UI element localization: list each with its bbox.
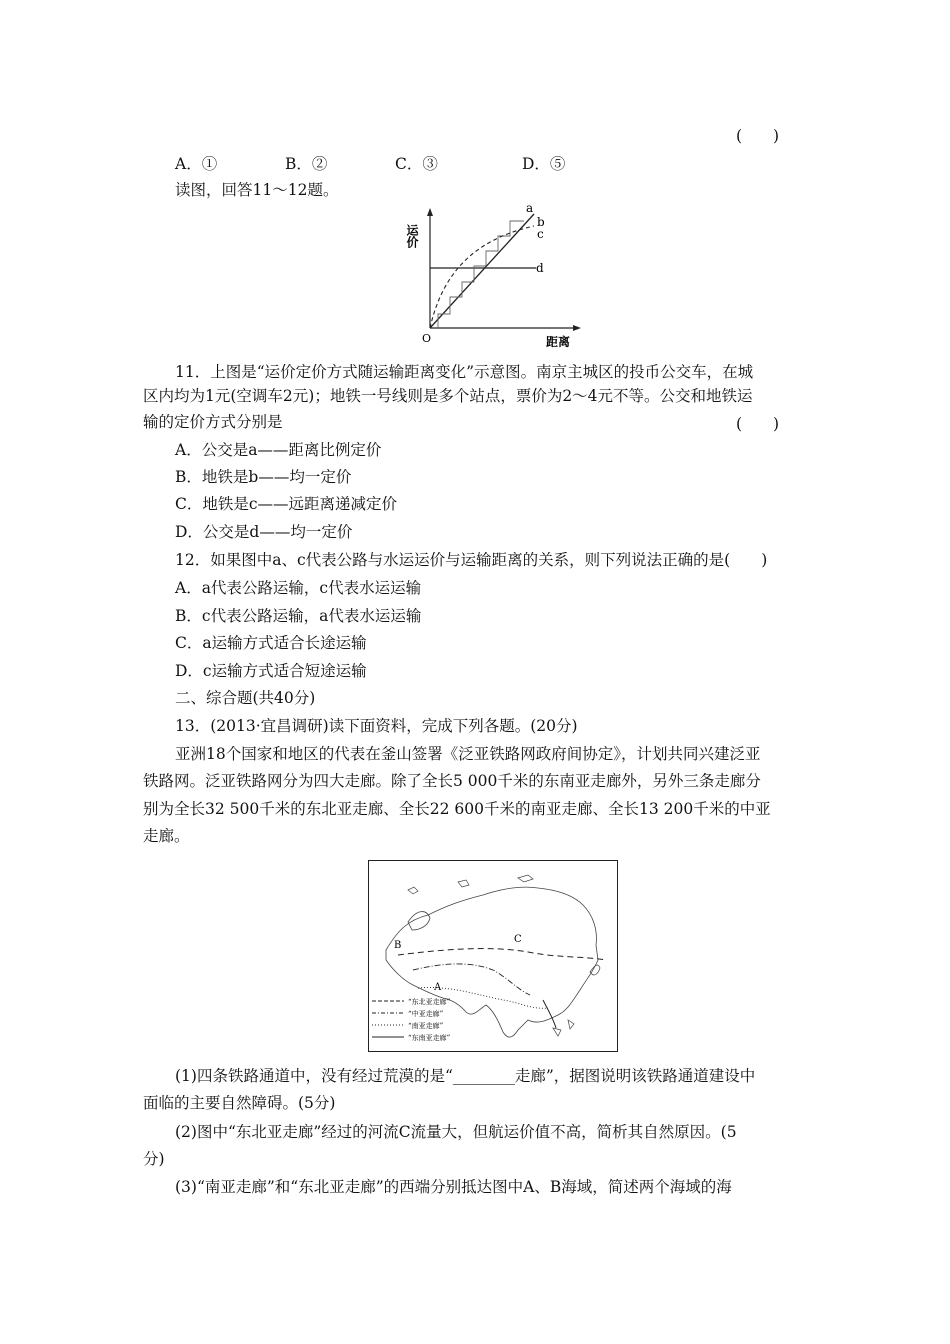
q12-option-a: A．a代表公路运输，c代表水运运输 [175,579,422,597]
y-axis-arrow [427,208,433,216]
series-d-label: d [536,261,544,275]
map-label-b: B [394,940,402,951]
railway-map [368,860,618,1052]
q12-option-b: B．c代表公路运输，a代表水运运输 [175,607,422,625]
q13-para-line3: 别为全长32 500千米的东北亚走廊、全长22 600千米的南亚走廊、全长13 200千米的中亚 [143,800,771,818]
q10-option-a: A．① [175,155,218,173]
q11-option-c: C．地铁是c——远距离递减定价 [175,495,398,513]
q13-para-line1: 亚洲18个国家和地区的代表在釜山签署《泛亚铁路网政府间协定》，计划共同兴建泛亚 [175,745,761,763]
series-c-label: c [537,227,544,241]
origin-label: O [422,332,432,345]
q12-line1: 12．如果图中a、c代表公路与水运运价与运输距离的关系，则下列说法正确的是( ) [175,551,768,569]
q13-sub3-line1: (3)“南亚走廊”和“东北亚走廊”的西端分别抵达图中A、B海域，简述两个海域的海 [175,1178,732,1196]
q13-para-line4: 走廊。 [143,827,190,845]
intro-11-12: 读图，回答11～12题。 [175,181,339,199]
legend-northeast: “东北亚走廊” [408,998,451,1006]
q11-line1: 11．上图是“运价定价方式随运输距离变化”示意图。南京主城区的投币公交车，在城 [175,363,754,381]
q13-sub2-line2: 分) [143,1150,165,1168]
map-frame [369,861,618,1052]
q11-line3: 输的定价方式分别是 [143,413,283,431]
series-b-label: b [537,215,545,229]
series-b-line [438,221,524,328]
series-c-line [430,226,534,328]
x-axis-arrow [573,325,581,331]
map-label-a: A [434,982,442,993]
q11-option-d: D．公交是d——均一定价 [175,523,353,541]
q12-option-c: C．a运输方式适合长途运输 [175,634,367,652]
q10-option-b: B．② [285,155,328,173]
q13-para-line2: 铁路网。泛亚铁路网分为四大走廊。除了全长5 000千米的东南亚走廊外，另外三条走廊分 [143,772,761,790]
series-a-label: a [526,201,534,215]
q11-option-b: B．地铁是b——均一定价 [175,468,352,486]
map-label-c: C [514,934,522,945]
q12-option-d: D．c运输方式适合短途运输 [175,662,367,680]
q10-answer-paren: ( ) [736,127,780,145]
pricing-chart [400,200,590,350]
legend-south: “南亚走廊” [408,1022,444,1030]
q10-option-c: C．③ [395,155,438,173]
legend-central: “中亚走廊” [408,1010,444,1018]
y-axis-label: 运价 [405,224,419,248]
x-axis-label: 距离 [546,335,571,349]
q11-option-a: A．公交是a——距离比例定价 [175,441,382,459]
q13-sub1-line1: (1)四条铁路通道中，没有经过荒漠的是“________走廊”，据图说明该铁路通道建设中 [175,1067,756,1085]
q13-sub1-line2: 面临的主要自然障碍。(5分) [143,1094,336,1112]
section2-heading: 二、综合题(共40分) [175,689,316,707]
q11-answer-paren: ( ) [736,415,780,433]
q11-line2: 区内均为1元(空调车2元)；地铁一号线则是多个站点，票价为2～4元不等。公交和地铁运 [143,387,753,405]
q10-option-d: D．⑤ [522,155,566,173]
q13-line1: 13．(2013·宜昌调研)读下面资料，完成下列各题。(20分) [175,717,578,735]
legend-southeast: “东南亚走廊” [408,1034,451,1042]
q13-sub2-line1: (2)图中“东北亚走廊”经过的河流C流量大，但航运价值不高，简析其自然原因。(5 [175,1123,737,1141]
series-a-line [430,214,534,328]
